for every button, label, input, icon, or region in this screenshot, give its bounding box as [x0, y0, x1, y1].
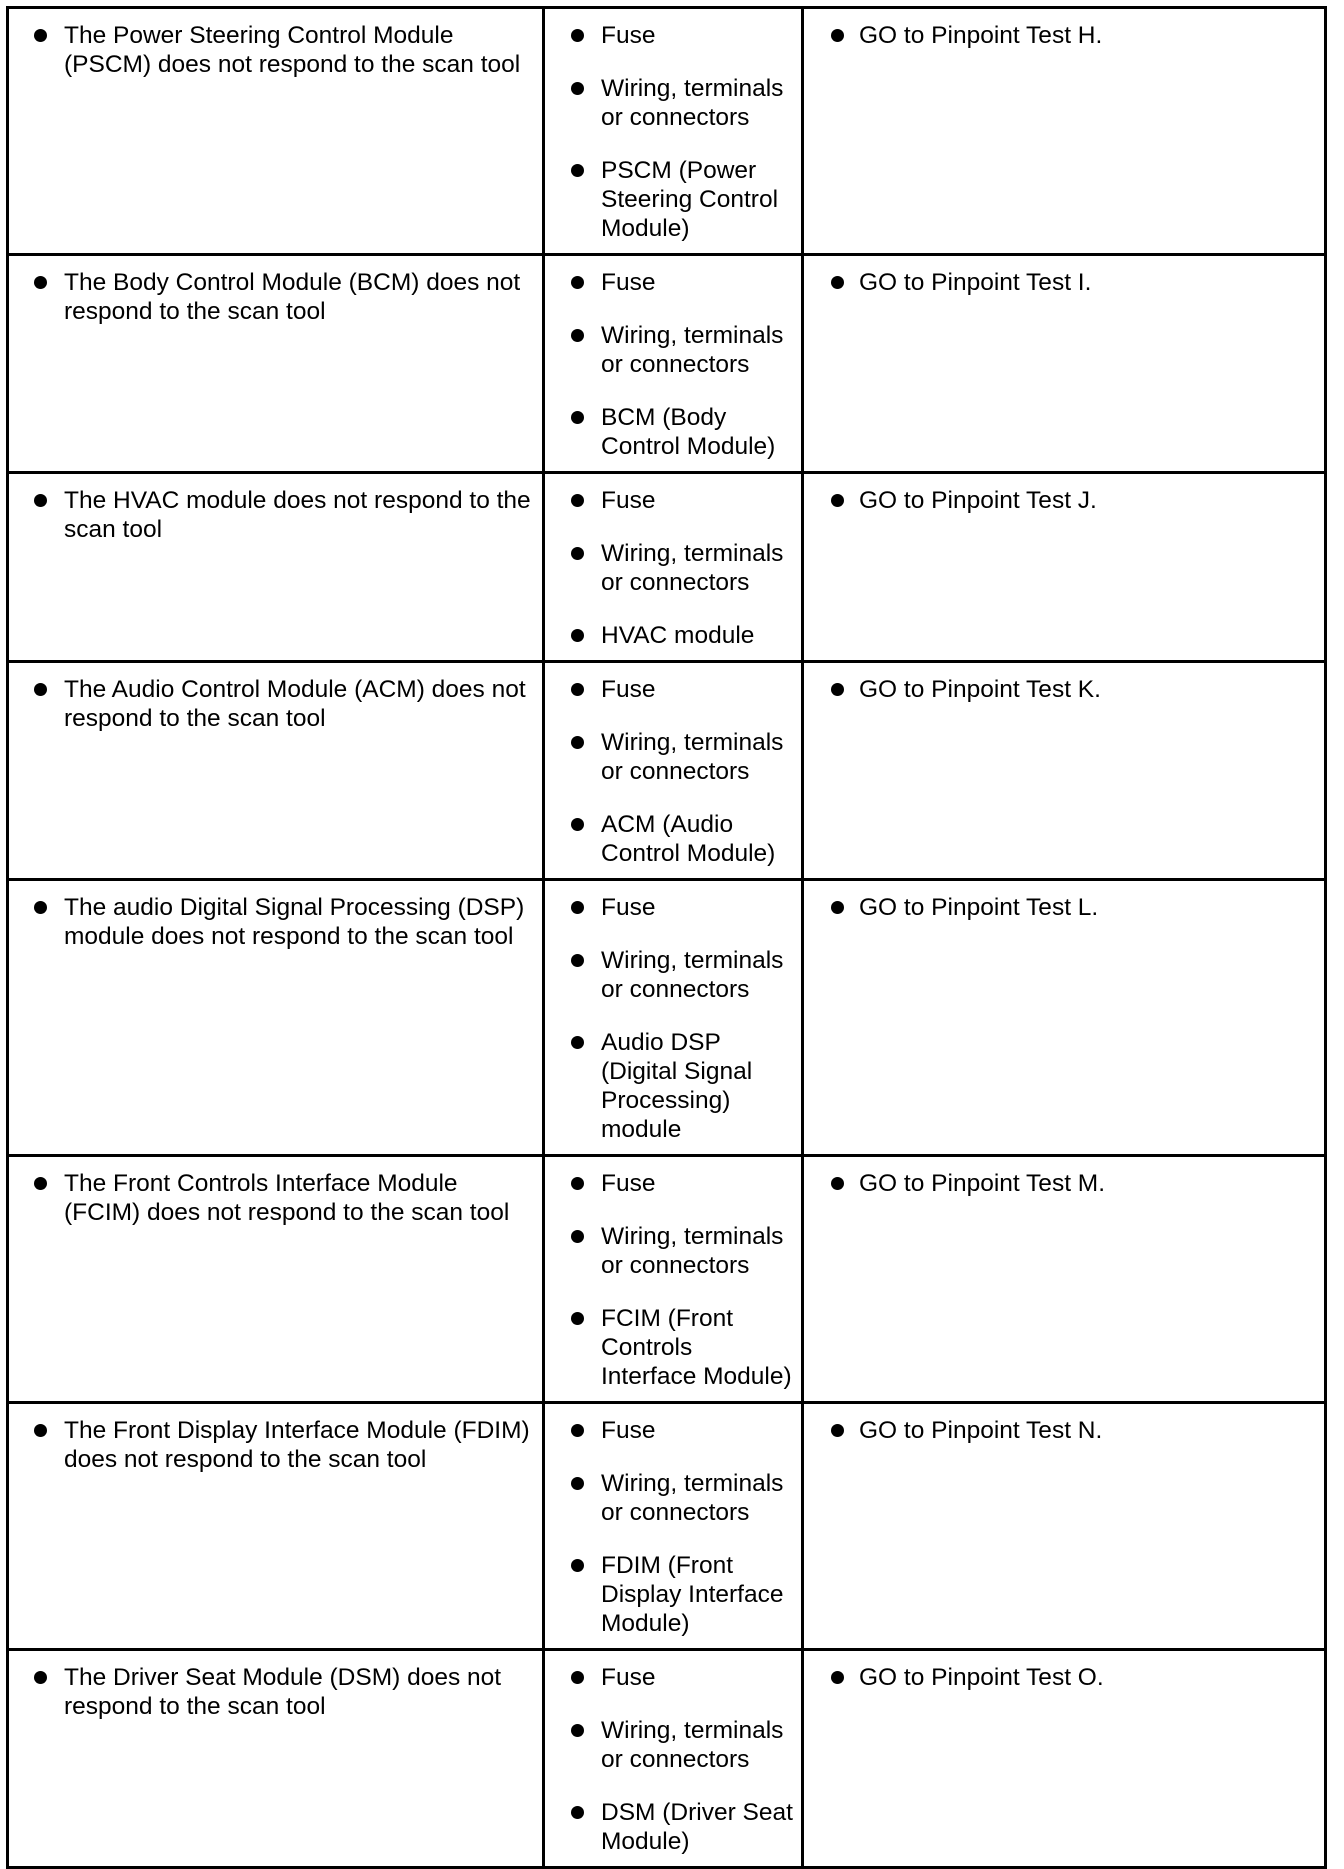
possible-source-item	[553, 1416, 793, 1445]
action-cell	[803, 1403, 1326, 1650]
possible-source-item	[553, 321, 793, 379]
possible-source-cell	[544, 1650, 803, 1868]
action-cell	[803, 1650, 1326, 1868]
possible-source-text: Fuse	[601, 22, 656, 49]
action-item	[812, 1416, 1316, 1445]
bullet-icon	[571, 1230, 584, 1243]
action-cell	[803, 255, 1326, 473]
possible-source-item	[553, 675, 793, 704]
possible-source-item	[553, 1551, 793, 1638]
possible-source-item	[553, 486, 793, 515]
possible-source-item	[553, 1716, 793, 1774]
possible-source-cell	[544, 1156, 803, 1403]
action-item	[812, 21, 1316, 50]
possible-source-text: DSM (Driver Seat Module)	[601, 1799, 793, 1855]
action-cell	[803, 8, 1326, 255]
action-text: GO to Pinpoint Test J.	[859, 487, 1097, 514]
symptom-chart-table	[6, 6, 1327, 1869]
table-row	[8, 1156, 1326, 1403]
bullet-icon	[571, 683, 584, 696]
action-text: GO to Pinpoint Test O.	[859, 1664, 1104, 1691]
table-row	[8, 880, 1326, 1156]
possible-source-item	[553, 1222, 793, 1280]
possible-source-item	[553, 1798, 793, 1856]
bullet-icon	[571, 1177, 584, 1190]
possible-source-item	[553, 1469, 793, 1527]
action-item	[812, 1169, 1316, 1198]
condition-item	[17, 893, 534, 951]
condition-text: The HVAC module does not respond to the scan tool	[64, 487, 531, 543]
table-row	[8, 1403, 1326, 1650]
action-item	[812, 268, 1316, 297]
possible-source-item	[553, 403, 793, 461]
condition-item	[17, 268, 534, 326]
bullet-icon	[831, 1671, 844, 1684]
bullet-icon	[831, 494, 844, 507]
bullet-icon	[571, 1036, 584, 1049]
bullet-icon	[571, 1559, 584, 1572]
table-row	[8, 255, 1326, 473]
condition-item	[17, 675, 534, 733]
possible-source-text: Wiring, terminals or connectors	[601, 729, 784, 785]
action-text: GO to Pinpoint Test N.	[859, 1417, 1103, 1444]
possible-source-item	[553, 893, 793, 922]
condition-text: The Power Steering Control Module (PSCM) does not respond to the scan tool	[64, 22, 521, 78]
bullet-icon	[571, 629, 584, 642]
possible-source-cell	[544, 473, 803, 662]
table-row	[8, 662, 1326, 880]
possible-source-item	[553, 268, 793, 297]
bullet-icon	[571, 329, 584, 342]
bullet-icon	[571, 1671, 584, 1684]
bullet-icon	[34, 1177, 47, 1190]
possible-source-text: Audio DSP (Digital Signal Processing) module	[601, 1029, 753, 1143]
condition-cell	[8, 473, 544, 662]
possible-source-text: Fuse	[601, 676, 656, 703]
possible-source-item	[553, 810, 793, 868]
bullet-icon	[34, 1424, 47, 1437]
action-cell	[803, 1156, 1326, 1403]
bullet-icon	[34, 29, 47, 42]
condition-text: The Driver Seat Module (DSM) does not respond to the scan tool	[64, 1664, 502, 1720]
possible-source-item	[553, 1304, 793, 1391]
possible-source-item	[553, 1169, 793, 1198]
possible-source-item	[553, 1028, 793, 1144]
bullet-icon	[571, 547, 584, 560]
possible-source-item	[553, 21, 793, 50]
possible-source-text: Wiring, terminals or connectors	[601, 947, 784, 1003]
bullet-icon	[571, 411, 584, 424]
possible-source-text: Wiring, terminals or connectors	[601, 540, 784, 596]
condition-text: The Front Display Interface Module (FDIM) does not respond to the scan tool	[64, 1417, 530, 1473]
condition-cell	[8, 880, 544, 1156]
condition-item	[17, 1416, 534, 1474]
condition-text: The Front Controls Interface Module (FCIM) does not respond to the scan tool	[64, 1170, 510, 1226]
condition-cell	[8, 1650, 544, 1868]
bullet-icon	[34, 683, 47, 696]
condition-cell	[8, 1156, 544, 1403]
possible-source-text: Wiring, terminals or connectors	[601, 322, 784, 378]
possible-source-item	[553, 74, 793, 132]
bullet-icon	[571, 1806, 584, 1819]
action-item	[812, 893, 1316, 922]
bullet-icon	[571, 276, 584, 289]
possible-source-text: PSCM (Power Steering Control Module)	[601, 157, 779, 242]
possible-source-text: ACM (Audio Control Module)	[601, 811, 776, 867]
condition-cell	[8, 1403, 544, 1650]
possible-source-item	[553, 728, 793, 786]
action-text: GO to Pinpoint Test M.	[859, 1170, 1106, 1197]
action-cell	[803, 473, 1326, 662]
bullet-icon	[571, 164, 584, 177]
possible-source-text: Wiring, terminals or connectors	[601, 1470, 784, 1526]
condition-item	[17, 21, 534, 79]
bullet-icon	[571, 1477, 584, 1490]
bullet-icon	[831, 683, 844, 696]
table-body	[8, 8, 1326, 1868]
possible-source-text: Wiring, terminals or connectors	[601, 1717, 784, 1773]
condition-item	[17, 486, 534, 544]
bullet-icon	[571, 736, 584, 749]
action-text: GO to Pinpoint Test L.	[859, 894, 1099, 921]
bullet-icon	[571, 82, 584, 95]
condition-cell	[8, 255, 544, 473]
action-text: GO to Pinpoint Test I.	[859, 269, 1092, 296]
bullet-icon	[571, 1312, 584, 1325]
possible-source-item	[553, 946, 793, 1004]
action-cell	[803, 662, 1326, 880]
possible-source-item	[553, 621, 793, 650]
possible-source-cell	[544, 8, 803, 255]
table-row	[8, 8, 1326, 255]
condition-item	[17, 1169, 534, 1227]
bullet-icon	[831, 1424, 844, 1437]
bullet-icon	[571, 1424, 584, 1437]
action-item	[812, 1663, 1316, 1692]
bullet-icon	[34, 276, 47, 289]
bullet-icon	[571, 818, 584, 831]
possible-source-text: Fuse	[601, 1417, 656, 1444]
action-item	[812, 486, 1316, 515]
possible-source-cell	[544, 880, 803, 1156]
possible-source-text: BCM (Body Control Module)	[601, 404, 776, 460]
possible-source-text: Wiring, terminals or connectors	[601, 1223, 784, 1279]
action-item	[812, 675, 1316, 704]
condition-cell	[8, 8, 544, 255]
possible-source-text: Fuse	[601, 894, 656, 921]
possible-source-item	[553, 1663, 793, 1692]
possible-source-text: Fuse	[601, 1170, 656, 1197]
bullet-icon	[831, 29, 844, 42]
possible-source-text: Fuse	[601, 1664, 656, 1691]
condition-text: The Body Control Module (BCM) does not respond to the scan tool	[64, 269, 521, 325]
bullet-icon	[571, 954, 584, 967]
bullet-icon	[34, 901, 47, 914]
condition-cell	[8, 662, 544, 880]
bullet-icon	[831, 901, 844, 914]
bullet-icon	[571, 1724, 584, 1737]
possible-source-item	[553, 539, 793, 597]
bullet-icon	[571, 29, 584, 42]
action-text: GO to Pinpoint Test H.	[859, 22, 1103, 49]
possible-source-text: HVAC module	[601, 622, 755, 649]
possible-source-cell	[544, 255, 803, 473]
bullet-icon	[831, 276, 844, 289]
condition-text: The audio Digital Signal Processing (DSP) module does not respond to the scan tool	[64, 894, 525, 950]
possible-source-text: Fuse	[601, 487, 656, 514]
possible-source-text: Fuse	[601, 269, 656, 296]
bullet-icon	[831, 1177, 844, 1190]
action-text: GO to Pinpoint Test K.	[859, 676, 1101, 703]
table-row	[8, 1650, 1326, 1868]
bullet-icon	[571, 494, 584, 507]
possible-source-text: FDIM (Front Display Interface Module)	[601, 1552, 784, 1637]
condition-item	[17, 1663, 534, 1721]
bullet-icon	[571, 901, 584, 914]
possible-source-text: Wiring, terminals or connectors	[601, 75, 784, 131]
bullet-icon	[34, 1671, 47, 1684]
bullet-icon	[34, 494, 47, 507]
possible-source-item	[553, 156, 793, 243]
condition-text: The Audio Control Module (ACM) does not respond to the scan tool	[64, 676, 526, 732]
action-cell	[803, 880, 1326, 1156]
table-row	[8, 473, 1326, 662]
possible-source-text: FCIM (Front Controls Interface Module)	[601, 1305, 792, 1390]
possible-source-cell	[544, 662, 803, 880]
possible-source-cell	[544, 1403, 803, 1650]
